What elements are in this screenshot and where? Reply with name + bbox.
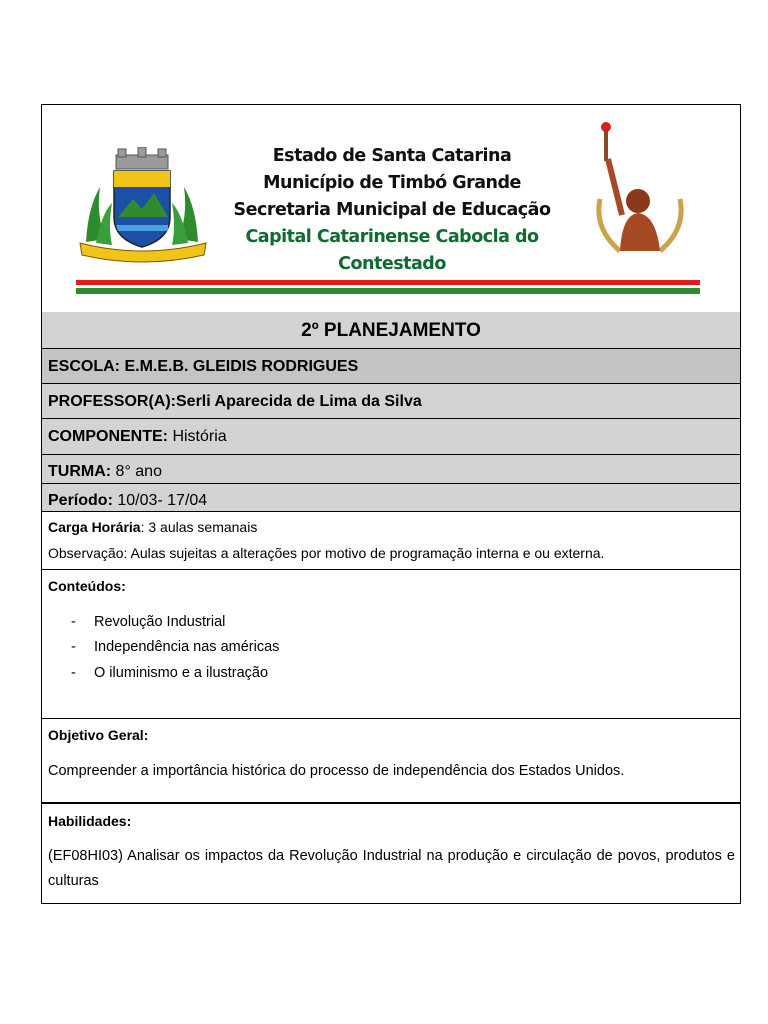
skills-section [42,804,740,903]
cabocla-emblem-icon [590,119,690,271]
letterhead [42,105,740,313]
teacher-field: PROFESSOR(A):Serli Aparecida de Lima da Silva [42,384,740,419]
class-label: TURMA: [48,463,112,480]
workload-label: Carga Horária [48,519,141,535]
general-objective-section [42,719,740,804]
list-item-text: Revolução Industrial [94,614,226,630]
secretariat-name: Secretaria Municipal de Educação [233,200,551,220]
municipal-coat-of-arms-icon [78,147,208,267]
class-field [42,455,740,484]
flag-stripes [76,280,700,294]
workload-section [42,512,740,570]
list-item: - Independência nas américas [71,639,280,655]
period-value: 10/03- 17/04 [112,492,208,509]
list-item: - Revolução Industrial [71,614,226,630]
city-slogan: Capital Catarinense Cabocla do Contestado [245,227,539,274]
skills-heading: Habilidades: [48,813,132,829]
class-value: 8° ano [111,463,162,480]
municipality-name: Município de Timbó Grande [263,173,521,193]
contents-section [42,570,740,719]
workload-line [48,519,257,535]
observation-text: Observação: Aulas sujeitas a alterações por motivo de programação interna e ou externa. [48,545,605,561]
objective-heading: Objetivo Geral: [48,727,149,743]
school-field: ESCOLA: E.M.E.B. GLEIDIS RODRIGUES [42,349,740,384]
period-label: Período: [48,492,113,509]
letterhead-heading [212,143,572,278]
page-title: 2º PLANEJAMENTO [42,312,740,349]
component-value: História [168,428,227,445]
planning-document [41,104,741,904]
component-field [42,419,740,455]
list-item-text: Independência nas américas [94,639,280,655]
skills-text: (EF08HI03) Analisar os impactos da Revolução Industrial na produção e circulação de povos, produtos e culturas [48,848,735,889]
objective-text: Compreender a importância histórica do processo de independência dos Estados Unidos. [48,763,625,779]
state-name: Estado de Santa Catarina [272,146,512,166]
workload-value: : 3 aulas semanais [140,519,258,535]
period-field [42,484,740,512]
contents-heading: Conteúdos: [48,578,126,594]
list-item: - O iluminismo e a ilustração [71,665,269,681]
list-item-text: O iluminismo e a ilustração [94,665,269,681]
component-label: COMPONENTE: [48,428,168,445]
